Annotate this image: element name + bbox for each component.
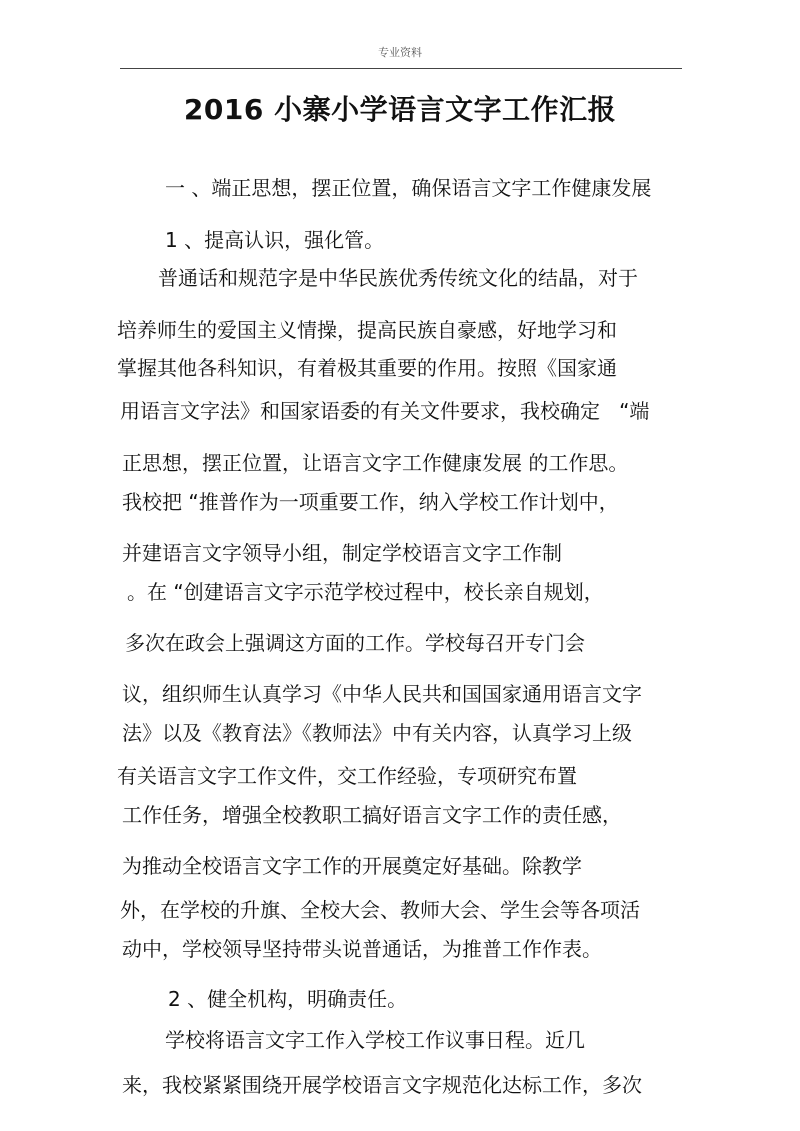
paragraph-line: 动中，学校领导坚持带头说普通话，为推普工作作表。 (122, 937, 602, 961)
paragraph-line: 为推动全校语言文字工作的开展奠定好基础。除教学 (122, 854, 582, 878)
document-title: 2016 小寨小学语言文字工作汇报 (183, 93, 617, 126)
subsection-heading-1: 1 、提高认识，强化管。 (165, 228, 385, 252)
paragraph-line: 用语言文字法》和国家语委的有关文件要求，我校确定 “端 (120, 399, 650, 423)
paragraph-line: 法》以及《教育法》《教师法》中有关内容，认真学习上级 (122, 721, 632, 745)
paragraph-line: 并建语言文字领导小组，制定学校语言文字工作制 (122, 541, 562, 565)
paragraph-line: 我校把 “推普作为一项重要工作，纳入学校工作计划中， (122, 490, 619, 514)
header-divider (120, 68, 682, 69)
paragraph-line: 多次在政会上强调这方面的工作。学校每召开专门会 (125, 631, 585, 655)
paragraph-line: 培养师生的爱国主义情操，提高民族自豪感，好地学习和 (117, 318, 617, 342)
paragraph-line: 外，在学校的升旗、全校大会、教师大会、学生会等各项活 (120, 898, 640, 922)
paragraph-line: 。在 “创建语言文字示范学校过程中，校长亲自规划， (127, 580, 604, 604)
page-header: 专业资料 (378, 46, 422, 59)
paragraph-line: 学校将语言文字工作入学校工作议事日程。近几 (165, 1028, 585, 1052)
section-heading-1: 一 、端正思想，摆正位置，确保语言文字工作健康发展 (165, 176, 652, 200)
paragraph-line: 有关语言文字工作文件，交工作经验，专项研究布置 (117, 764, 577, 788)
paragraph-line: 掌握其他各科知识，有着极其重要的作用。按照《国家通 (117, 356, 617, 380)
paragraph-line: 普通话和规范字是中华民族优秀传统文化的结晶，对于 (158, 266, 638, 290)
paragraph-line: 来，我校紧紧围绕开展学校语言文字规范化达标工作，多次 (122, 1073, 642, 1097)
paragraph-line: 议，组织师生认真学习《中华人民共和国国家通用语言文字 (122, 682, 642, 706)
paragraph-line: 正思想，摆正位置，让语言文字工作健康发展 的工作思。 (122, 451, 629, 475)
paragraph-line: 工作任务，增强全校教职工搞好语言文字工作的责任感， (122, 803, 622, 827)
subsection-heading-2: 2 、健全机构，明确责任。 (168, 987, 408, 1011)
